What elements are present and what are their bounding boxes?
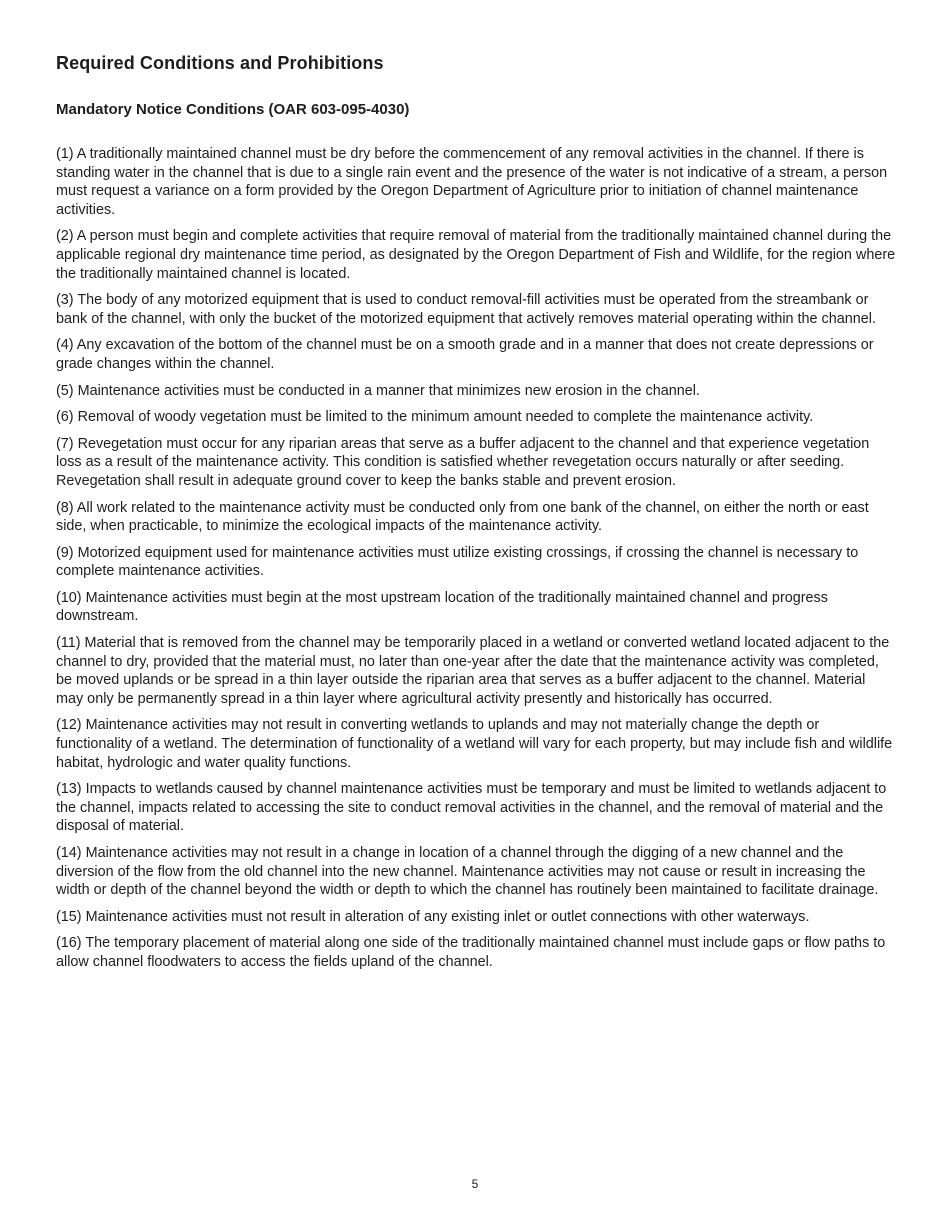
page-number: 5 bbox=[471, 1177, 479, 1191]
condition-6: (6) Removal of woody vegetation must be limited to the minimum amount needed to complete the maintenance activity. bbox=[56, 409, 814, 426]
condition-8: (8) All work related to the maintenance activity must be conducted only from one bank of the channel, on either the north or east side, when practicable, to minimize the ecological impacts of the maintenance activity. bbox=[56, 499, 869, 535]
condition-11: (11) Material that is removed from the channel may be temporarily placed in a wetland or converted wetland located adjacent to the channel to dry, provided that the material must, no later than one-year after the date that the maintenance activity was completed, be moved uplands or be spread in a thin layer outside the riparian area that serves as a buffer adjacent to the channel. Material may only be permanently spread in a thin layer where agricultural activity presently and historically has occurred. bbox=[56, 635, 890, 707]
condition-2: (2) A person must begin and complete activities that require removal of material from the traditionally maintained channel during the applicable regional dry maintenance time period, as designated by the Oregon Department of Fish and Wildlife, for the region where the traditionally maintained channel is located. bbox=[56, 228, 896, 282]
condition-15: (15) Maintenance activities must not result in alteration of any existing inlet or outlet connections with other waterways. bbox=[56, 908, 810, 925]
condition-13: (13) Impacts to wetlands caused by channel maintenance activities must be temporary and must be limited to wetlands adjacent to the channel, impacts related to accessing the site to conduct removal activities in the channel, and the removal of material and the disposal of material. bbox=[56, 781, 887, 835]
condition-5: (5) Maintenance activities must be conducted in a manner that minimizes new erosion in the channel. bbox=[56, 382, 700, 399]
condition-9: (9) Motorized equipment used for maintenance activities must utilize existing crossings, if crossing the channel is necessary to complete maintenance activities. bbox=[56, 544, 859, 580]
condition-3: (3) The body of any motorized equipment that is used to conduct removal-fill activities must be operated from the streambank or bank of the channel, with only the bucket of the motorized equipment that actively removes material operating within the channel. bbox=[56, 292, 876, 327]
condition-4: (4) Any excavation of the bottom of the channel must be on a smooth grade and in a manner that does not create depressions or grade changes within the channel. bbox=[56, 337, 874, 372]
condition-7: (7) Revegetation must occur for any riparian areas that serve as a buffer adjacent to the channel and that experience vegetation loss as a result of the maintenance activity. This condition is satisfied whether revegetation occurs naturally or after seeding. Revegetation shall result in adequate ground cover to keep the banks stable and prevent erosion. bbox=[56, 435, 870, 489]
condition-10: (10) Maintenance activities must begin at the most upstream location of the traditionally maintained channel and progress downstream. bbox=[56, 589, 828, 625]
condition-1: (1) A traditionally maintained channel must be dry before the commencement of any removal activities in the channel. If there is standing water in the channel that is due to a single rain event and the presence of the water is not indicative of a stream, a person must request a variance on a form provided by the Oregon Department of Agriculture prior to initiation of channel maintenance activities. bbox=[56, 146, 888, 218]
condition-14: (14) Maintenance activities may not result in a change in location of a channel through the digging of a new channel and the diversion of the flow from the old channel into the new channel. Maintenance activities may not cause or result in increasing the width or depth of the channel beyond the width or depth to which the channel has routinely been maintained to facilitate drainage. bbox=[56, 845, 879, 899]
condition-12: (12) Maintenance activities may not result in converting wetlands to uplands and may not materially change the depth or functionality of a wetland. The determination of functionality of a wetland will vary for each property, but may include fish and wildlife habitat, hydrologic and water quality functions. bbox=[56, 717, 893, 771]
conditions-list bbox=[56, 145, 896, 972]
document-page bbox=[56, 52, 896, 980]
section-heading: Mandatory Notice Conditions (OAR 603-095-4030) bbox=[56, 101, 410, 118]
page-title: Required Conditions and Prohibitions bbox=[56, 53, 384, 73]
condition-16: (16) The temporary placement of material along one side of the traditionally maintained channel must include gaps or flow paths to allow channel floodwaters to access the fields upland of the channel. bbox=[56, 935, 886, 970]
